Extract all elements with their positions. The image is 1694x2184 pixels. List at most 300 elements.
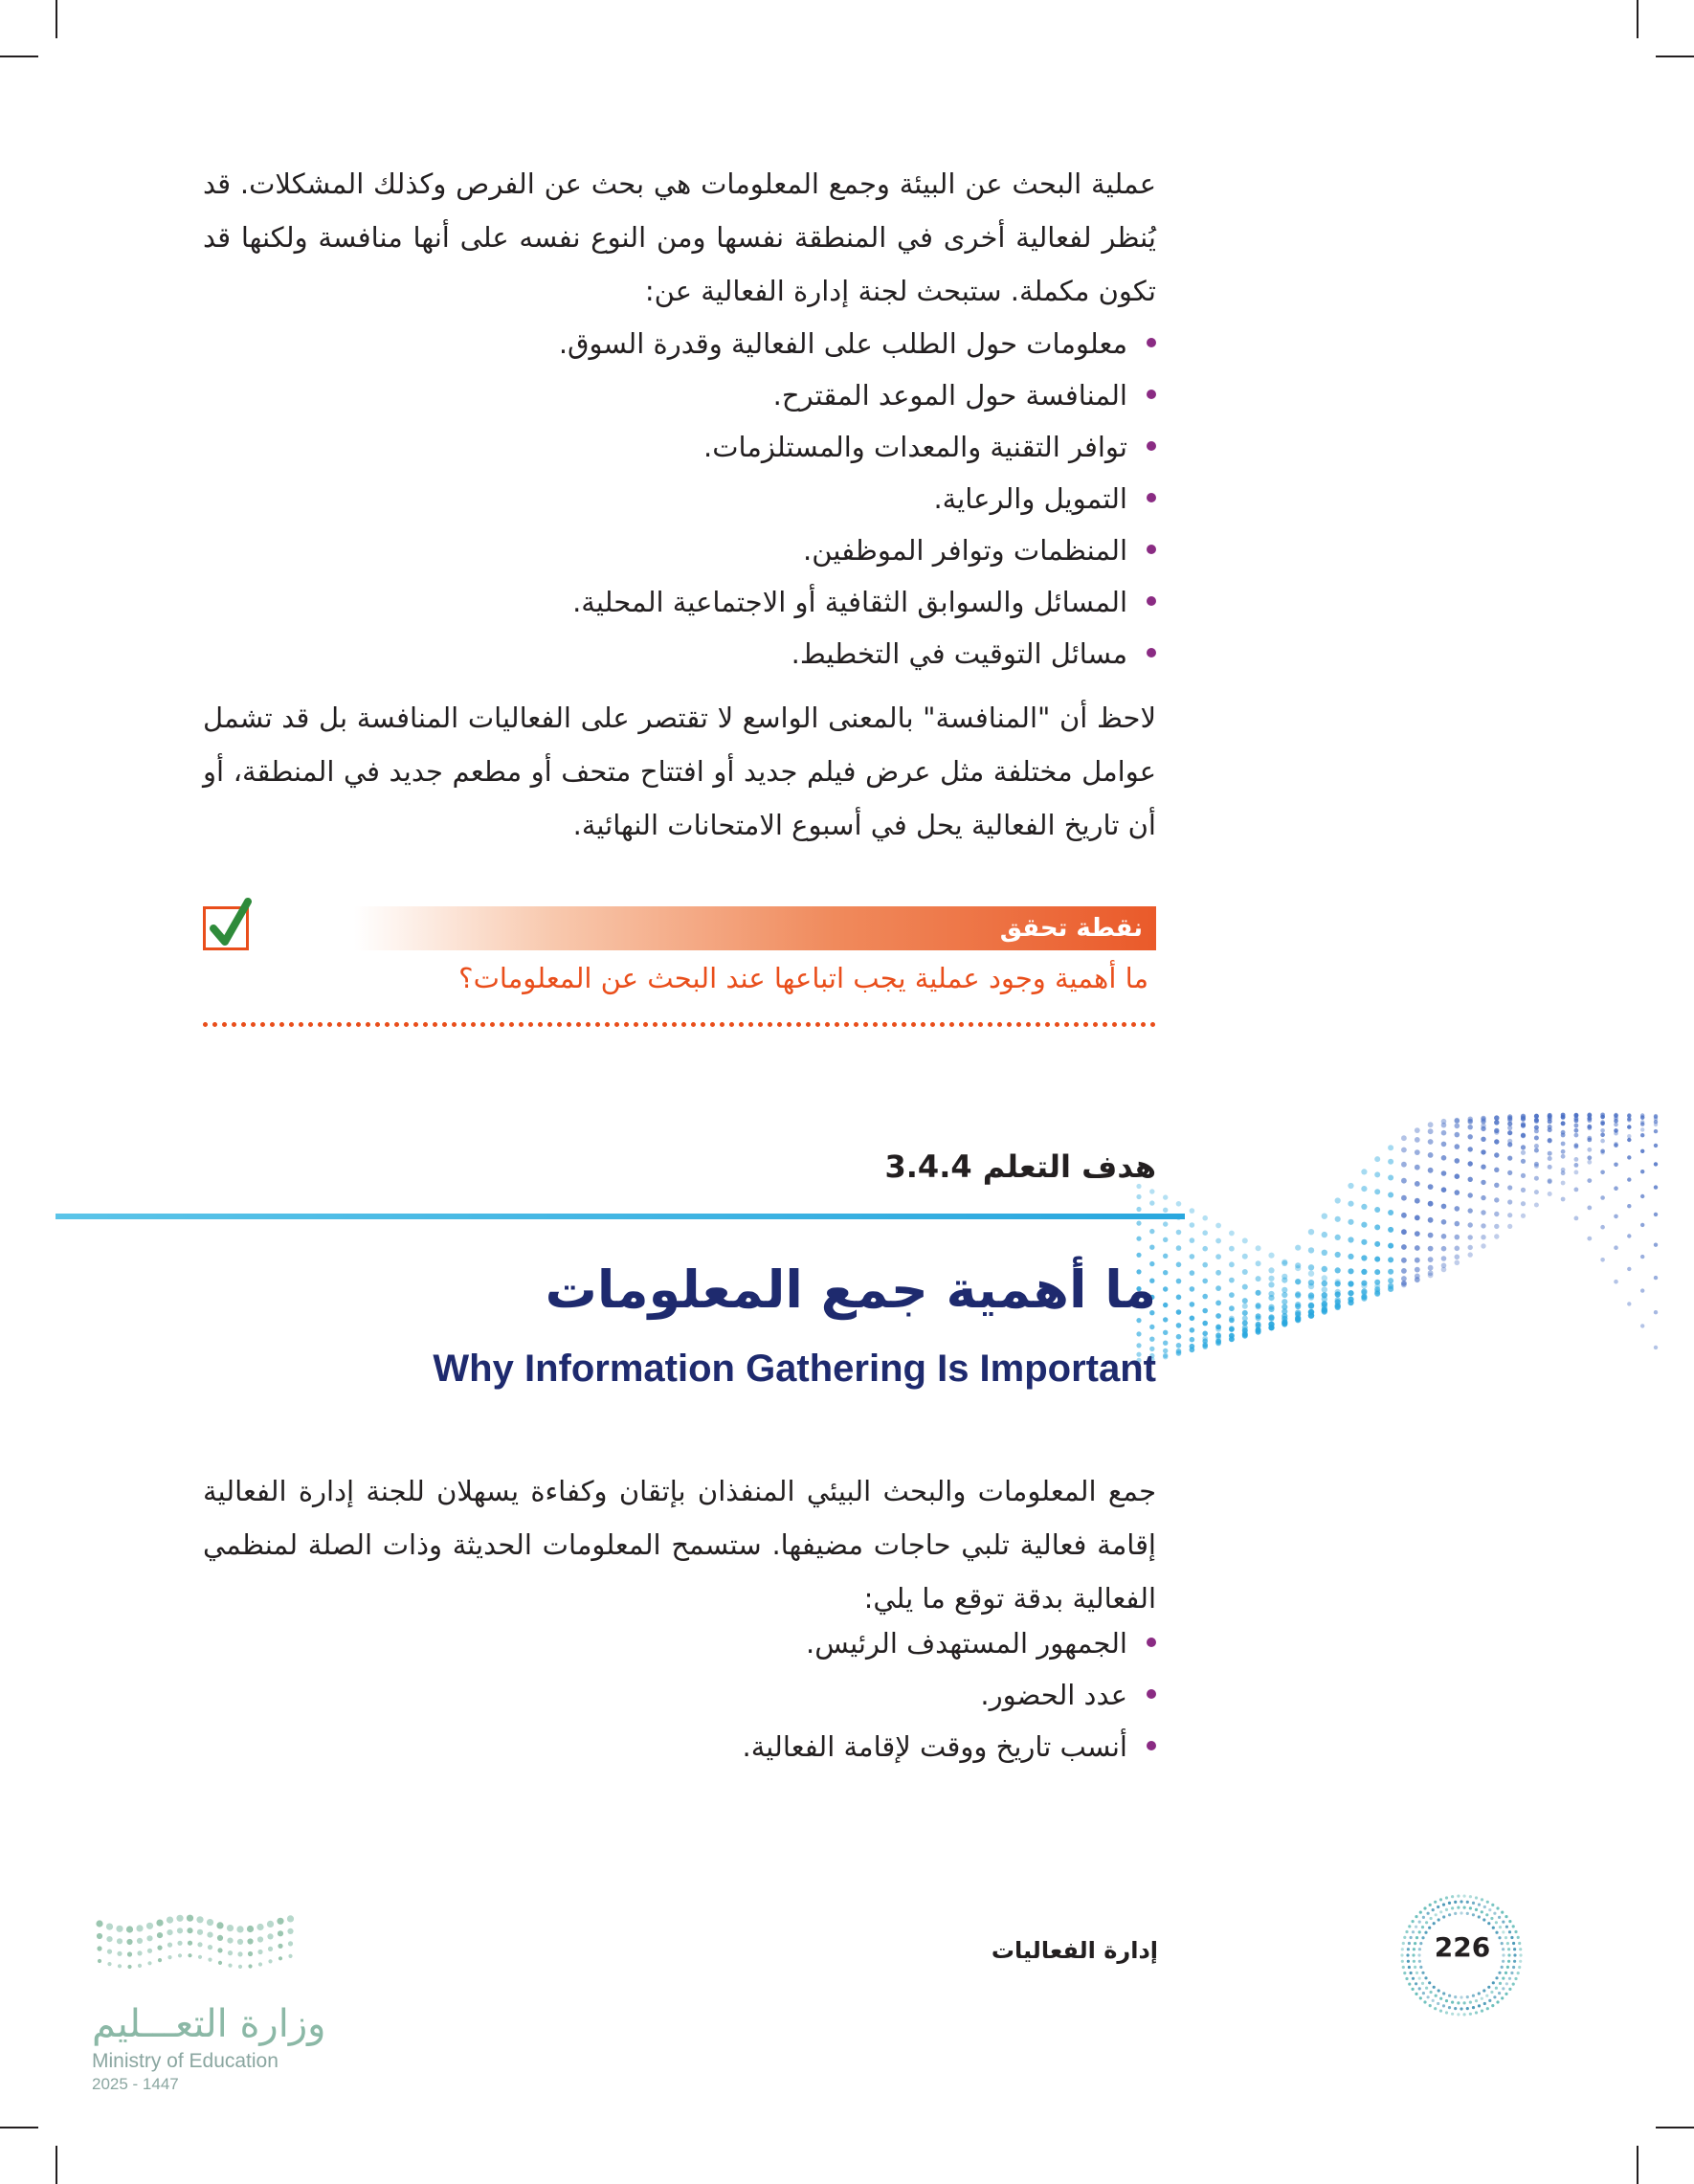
wave-dot (1361, 1255, 1367, 1260)
wave-dot (1176, 1295, 1182, 1301)
wave-dot (1627, 1267, 1631, 1271)
wave-dot (1335, 1197, 1341, 1203)
logo-dot (267, 1921, 274, 1928)
page-number: 226 (1434, 1931, 1491, 1963)
ring-dot (1502, 1953, 1505, 1956)
wave-dot (1441, 1256, 1447, 1261)
ring-dot (1445, 2011, 1448, 2014)
logo-dot (187, 1915, 193, 1922)
wave-dot (1176, 1309, 1182, 1315)
wave-dot (1190, 1327, 1195, 1333)
wave-dot (1282, 1278, 1287, 1283)
logo-dot (217, 1935, 223, 1941)
logo-dot (116, 1926, 123, 1932)
section-title-english: Why Information Gathering Is Important (433, 1348, 1156, 1390)
ring-dot (1510, 1936, 1513, 1939)
wave-dot (1308, 1247, 1314, 1253)
wave-dot (1561, 1122, 1566, 1126)
ring-dot (1421, 1972, 1424, 1974)
wave-dot (1507, 1199, 1512, 1204)
wave-dot (1149, 1189, 1154, 1193)
wave-dot (1455, 1235, 1460, 1240)
wave-dot (1587, 1148, 1592, 1152)
ring-dot (1427, 1912, 1430, 1915)
ring-dot (1412, 1920, 1415, 1923)
wave-dot (1374, 1269, 1380, 1275)
logo-dot (287, 1928, 293, 1934)
wave-dot (1600, 1139, 1605, 1144)
wave-dot (1574, 1157, 1579, 1162)
section-bullet-list (486, 1617, 1156, 1772)
wave-dot (1295, 1304, 1301, 1309)
wave-dot (1242, 1304, 1248, 1309)
wave-dot (1455, 1118, 1460, 1124)
ring-dot (1439, 2010, 1442, 2013)
wave-dot (1388, 1175, 1393, 1181)
ring-dot (1418, 1948, 1421, 1950)
wave-dot (1561, 1149, 1566, 1154)
wave-dot (1268, 1267, 1274, 1273)
ring-dot (1499, 1982, 1502, 1985)
wave-dot (1521, 1159, 1526, 1164)
wave-dot (1587, 1125, 1592, 1129)
ring-dot (1435, 1995, 1438, 1997)
ring-dot (1460, 2007, 1462, 2010)
ring-dot (1502, 1948, 1505, 1950)
ring-dot (1472, 1995, 1475, 1997)
logo-dot (157, 1946, 162, 1950)
wave-dot (1163, 1303, 1168, 1307)
wave-dot (1587, 1237, 1592, 1241)
ring-dot (1505, 1982, 1508, 1985)
wave-dot (1163, 1194, 1168, 1199)
wave-dot (1308, 1292, 1314, 1298)
wave-dot (1574, 1170, 1579, 1175)
ring-dot (1475, 1908, 1478, 1911)
wave-dot (1481, 1235, 1485, 1239)
wave-dot (1401, 1213, 1407, 1218)
wave-dot (1415, 1267, 1420, 1273)
wave-dot (1468, 1161, 1473, 1166)
wave-dot (1481, 1223, 1485, 1228)
wave-dot (1534, 1164, 1539, 1169)
wave-dot (1348, 1297, 1353, 1303)
logo-dot (268, 1959, 272, 1963)
ring-dot (1415, 1982, 1417, 1985)
wave-dot (1548, 1165, 1552, 1170)
wave-dot (1455, 1124, 1460, 1129)
ring-dot (1419, 1911, 1422, 1914)
wave-dot (1494, 1183, 1499, 1188)
wave-dot (1455, 1221, 1460, 1227)
wave-dot (1548, 1116, 1552, 1121)
bullet-icon (1147, 596, 1156, 606)
wave-dot (1242, 1254, 1248, 1259)
ring-dot (1478, 2004, 1481, 2007)
ministry-year: 2025 - 1447 (92, 2075, 179, 2093)
wave-dot (1561, 1181, 1566, 1186)
wave-dot (1574, 1119, 1579, 1124)
logo-dot (117, 1951, 122, 1956)
wave-dot (1455, 1190, 1460, 1195)
wave-dot (1295, 1262, 1301, 1268)
wave-dot (1627, 1125, 1631, 1128)
wave-dot (1361, 1204, 1367, 1210)
logo-dot (167, 1943, 172, 1948)
ring-dot (1491, 1904, 1494, 1906)
bullet-icon (1147, 493, 1156, 502)
ring-dot (1485, 1913, 1488, 1916)
logo-dot (167, 1929, 172, 1935)
bullet-icon (1147, 545, 1156, 554)
wave-dot (1600, 1115, 1605, 1120)
ring-dot (1482, 1918, 1485, 1921)
wave-dot (1202, 1321, 1208, 1326)
wave-dot (1614, 1119, 1618, 1124)
ring-dot (1403, 1936, 1406, 1939)
wave-dot (1455, 1246, 1460, 1252)
logo-dot (208, 1958, 212, 1962)
logo-dot (216, 1922, 223, 1928)
wave-dot (1468, 1245, 1473, 1250)
ring-dot (1483, 2002, 1486, 2005)
ring-dot (1412, 1930, 1415, 1933)
wave-dot (1640, 1133, 1644, 1137)
wave-dot (1574, 1216, 1579, 1221)
ring-dot (1507, 1948, 1510, 1950)
intro-paragraph: عملية البحث عن البيئة وجمع المعلومات هي بحث عن الفرص وكذلك المشكلات. قد يُنظر لفعالية أخرى في المنطقة نفسها ومن النوع نفسه على أنها منافسة ولكنها قد تكون مكملة. ستبحث لجنة إدارة الفعالية عن: (203, 167, 1156, 307)
ring-dot (1463, 2013, 1466, 2016)
wave-dot (1190, 1237, 1195, 1243)
logo-dot (146, 1923, 153, 1929)
wave-dot (1176, 1245, 1182, 1251)
wave-dot (1521, 1188, 1526, 1192)
wave-dot (1308, 1271, 1314, 1277)
ring-dot (1502, 1921, 1505, 1924)
wave-dot (1441, 1170, 1447, 1176)
wave-dot (1163, 1341, 1168, 1346)
logo-dot (177, 1928, 183, 1933)
ring-dot (1408, 1983, 1411, 1986)
wave-dot (1521, 1115, 1526, 1120)
wave-dot (1256, 1260, 1261, 1266)
wave-dot (1455, 1144, 1460, 1149)
ring-dot (1506, 1942, 1509, 1945)
logo-dot (277, 1918, 283, 1925)
checkpoint-question: ما أهمية وجود عملية يجب اتباعها عند البحث عن المعلومات؟ (458, 962, 1148, 994)
wave-dot (1242, 1269, 1248, 1275)
wave-dot (1574, 1113, 1579, 1118)
ring-dot (1486, 2007, 1489, 2010)
wave-dot (1481, 1210, 1485, 1215)
wave-dot (1654, 1276, 1658, 1280)
wave-dot (1627, 1177, 1631, 1181)
wave-dot (1521, 1214, 1526, 1218)
wave-dot (1455, 1260, 1460, 1266)
wave-dot (1295, 1311, 1301, 1317)
wave-dot (1654, 1129, 1658, 1133)
ring-dot (1403, 1972, 1406, 1974)
wave-dot (1614, 1143, 1618, 1148)
ring-dot (1490, 1991, 1493, 1994)
wave-dot (1428, 1265, 1434, 1271)
wave-dot (1361, 1186, 1367, 1192)
wave-dot (1468, 1120, 1473, 1125)
ring-dot (1422, 1916, 1425, 1919)
wave-dot (1468, 1222, 1473, 1227)
wave-dot (1322, 1250, 1327, 1256)
logo-dot (147, 1961, 151, 1965)
logo-dot (158, 1958, 162, 1962)
logo-dot (196, 1916, 203, 1923)
bullet-icon (1147, 1638, 1156, 1647)
logo-dot (287, 1915, 294, 1922)
wave-dot (1361, 1269, 1367, 1275)
wave-dot (1282, 1299, 1287, 1304)
ring-dot (1439, 1997, 1442, 2000)
wave-dot (1361, 1281, 1367, 1286)
wave-dot (1455, 1173, 1460, 1179)
wave-dot (1428, 1184, 1434, 1190)
wave-dot (1242, 1330, 1248, 1336)
wave-dot (1600, 1225, 1605, 1230)
wave-dot (1202, 1336, 1208, 1342)
wave-dot (1627, 1204, 1631, 1208)
wave-dot (1428, 1152, 1434, 1158)
ring-dot (1512, 1942, 1515, 1945)
ring-dot (1410, 1936, 1413, 1939)
wave-dot (1256, 1245, 1261, 1251)
logo-dot (217, 1948, 222, 1952)
wave-dot (1600, 1195, 1605, 1200)
logo-dot (288, 1954, 292, 1958)
ring-dot (1413, 1960, 1415, 1963)
wave-dot (1494, 1129, 1499, 1134)
logo-dot (267, 1933, 273, 1939)
ring-dot (1463, 1906, 1466, 1909)
wave-dot (1308, 1229, 1314, 1235)
ring-dot (1400, 1953, 1403, 1956)
ring-dot (1507, 1953, 1510, 1956)
ring-dot (1454, 1912, 1457, 1915)
ring-dot (1514, 1977, 1517, 1980)
wave-dot (1614, 1186, 1618, 1191)
wave-dot (1335, 1291, 1341, 1297)
wave-dot (1561, 1133, 1566, 1138)
logo-dot (138, 1964, 142, 1968)
ring-dot (1430, 1917, 1433, 1920)
ring-dot (1488, 1908, 1491, 1911)
logo-dot (126, 1926, 133, 1932)
wave-dot (1348, 1254, 1353, 1259)
bullet-icon (1147, 1689, 1156, 1699)
ring-dot (1410, 1972, 1413, 1974)
ring-dot (1469, 2013, 1472, 2016)
wave-dot (1163, 1330, 1168, 1335)
wave-dot (1415, 1274, 1420, 1280)
wave-dot (1600, 1258, 1605, 1262)
ring-dot (1498, 1972, 1501, 1974)
wave-dot (1282, 1313, 1287, 1319)
ring-dot (1485, 1995, 1488, 1997)
wave-dot (1176, 1343, 1182, 1348)
wave-dot (1229, 1278, 1235, 1283)
wave-dot (1190, 1316, 1195, 1322)
wave-dot (1374, 1241, 1380, 1247)
wave-dot (1388, 1257, 1393, 1262)
wave-dot (1242, 1310, 1248, 1316)
wave-dot (1481, 1117, 1485, 1122)
crop-mark (0, 2127, 38, 2128)
ring-dot (1415, 1915, 1417, 1918)
ring-dot (1445, 1908, 1448, 1911)
wave-dot (1268, 1253, 1274, 1259)
wave-dot (1322, 1292, 1327, 1298)
logo-dot (197, 1942, 202, 1947)
wave-dot (1468, 1177, 1473, 1182)
wave-dot (1455, 1206, 1460, 1212)
wave-dot (1308, 1264, 1314, 1270)
wave-dot (1640, 1122, 1644, 1125)
ring-dot (1433, 1922, 1436, 1925)
wave-dot (1614, 1245, 1618, 1250)
wave-dot (1428, 1233, 1434, 1238)
logo-dot (227, 1925, 234, 1931)
wave-dot (1215, 1254, 1221, 1259)
wave-dot (1268, 1304, 1274, 1310)
ring-dot (1418, 1987, 1421, 1990)
ring-dot (1512, 1966, 1515, 1969)
logo-dot (236, 1926, 243, 1932)
wave-dot (1163, 1237, 1168, 1242)
wave-dot (1256, 1290, 1261, 1296)
ring-dot (1442, 2004, 1445, 2007)
ring-dot (1423, 2000, 1426, 2003)
wave-dot (1441, 1187, 1447, 1192)
ring-dot (1412, 1977, 1415, 1980)
wave-dot (1534, 1119, 1539, 1124)
wave-dot (1428, 1270, 1434, 1276)
logo-dot (188, 1953, 191, 1957)
wave-dot (1415, 1127, 1420, 1133)
wave-dot (1521, 1122, 1526, 1126)
logo-dot (237, 1951, 242, 1956)
ring-dot (1405, 1977, 1408, 1980)
ring-dot (1469, 1906, 1472, 1909)
wave-dot (1374, 1156, 1380, 1162)
logo-dot (268, 1947, 273, 1951)
ring-dot (1460, 1911, 1462, 1914)
wave-dot (1388, 1145, 1393, 1150)
ring-dot (1438, 1989, 1440, 1992)
wave-dot (1401, 1258, 1407, 1263)
wave-dot (1229, 1231, 1235, 1237)
wave-dot (1282, 1319, 1287, 1325)
wave-dot (1388, 1159, 1393, 1165)
wave-dot (1229, 1316, 1235, 1322)
wave-dot (1190, 1337, 1195, 1343)
wave-dot (1507, 1125, 1512, 1130)
ring-dot (1507, 1960, 1510, 1963)
wave-dot (1441, 1155, 1447, 1161)
wave-dot (1268, 1291, 1274, 1297)
ministry-logo-icon (92, 1914, 302, 2000)
wave-dot (1202, 1331, 1208, 1337)
wave-dot (1574, 1143, 1579, 1148)
ring-dot (1432, 1999, 1435, 2002)
ring-dot (1451, 2001, 1454, 2004)
wave-dot (1361, 1288, 1367, 1294)
ring-dot (1513, 1948, 1516, 1950)
wave-dot (1640, 1127, 1644, 1131)
wave-dot (1348, 1219, 1353, 1225)
ring-dot (1415, 1972, 1418, 1974)
ring-dot (1501, 1942, 1504, 1945)
logo-dot (97, 1933, 102, 1939)
ring-dot (1472, 1902, 1475, 1905)
logo-dot (118, 1964, 122, 1968)
wave-dot (1388, 1283, 1393, 1289)
ring-dot (1466, 1901, 1469, 1904)
crop-mark (56, 2146, 57, 2184)
wave-dot (1441, 1246, 1447, 1252)
wave-dot (1215, 1238, 1221, 1244)
ring-dot (1508, 1977, 1511, 1980)
ring-dot (1434, 2007, 1437, 2010)
wave-dot (1654, 1310, 1658, 1314)
divider (203, 1022, 1156, 1027)
wave-dot (1507, 1224, 1512, 1229)
wave-dot (1640, 1288, 1644, 1292)
wave-dot (1468, 1252, 1473, 1257)
wave-dot (1654, 1162, 1658, 1166)
wave-dot (1215, 1313, 1221, 1319)
wave-dot (1229, 1292, 1235, 1298)
logo-dot (228, 1964, 232, 1968)
wave-dot (1415, 1149, 1420, 1155)
ring-dot (1424, 1976, 1427, 1979)
wave-dot (1654, 1346, 1658, 1349)
ring-dot (1481, 2010, 1483, 2013)
ring-dot (1407, 1948, 1410, 1950)
logo-dot (107, 1950, 112, 1954)
section-title-arabic: ما أهمية جمع المعلومات (545, 1259, 1156, 1320)
wave-dot (1374, 1189, 1380, 1194)
wave-dot (1388, 1269, 1393, 1275)
ring-dot (1445, 1896, 1448, 1899)
wave-dot (1494, 1197, 1499, 1202)
ring-dot (1512, 1925, 1515, 1928)
wave-dot (1428, 1217, 1434, 1223)
ring-dot (1454, 2007, 1457, 2010)
ring-dot (1437, 1905, 1439, 1908)
logo-dot (258, 1962, 262, 1966)
wave-dot (1401, 1148, 1407, 1153)
wave-dot (1215, 1285, 1221, 1291)
wave-dot (1374, 1280, 1380, 1285)
wave-dot (1136, 1331, 1141, 1336)
logo-dot (156, 1920, 163, 1927)
ring-dot (1442, 1992, 1445, 1995)
wave-dot (1295, 1245, 1301, 1251)
logo-dot (248, 1964, 252, 1968)
wave-dot (1561, 1115, 1566, 1120)
wave-dot (1494, 1234, 1499, 1238)
logo-dot (247, 1938, 253, 1944)
ring-dot (1508, 1988, 1511, 1991)
ring-dot (1454, 1995, 1457, 1998)
wave-dot (1654, 1115, 1658, 1119)
